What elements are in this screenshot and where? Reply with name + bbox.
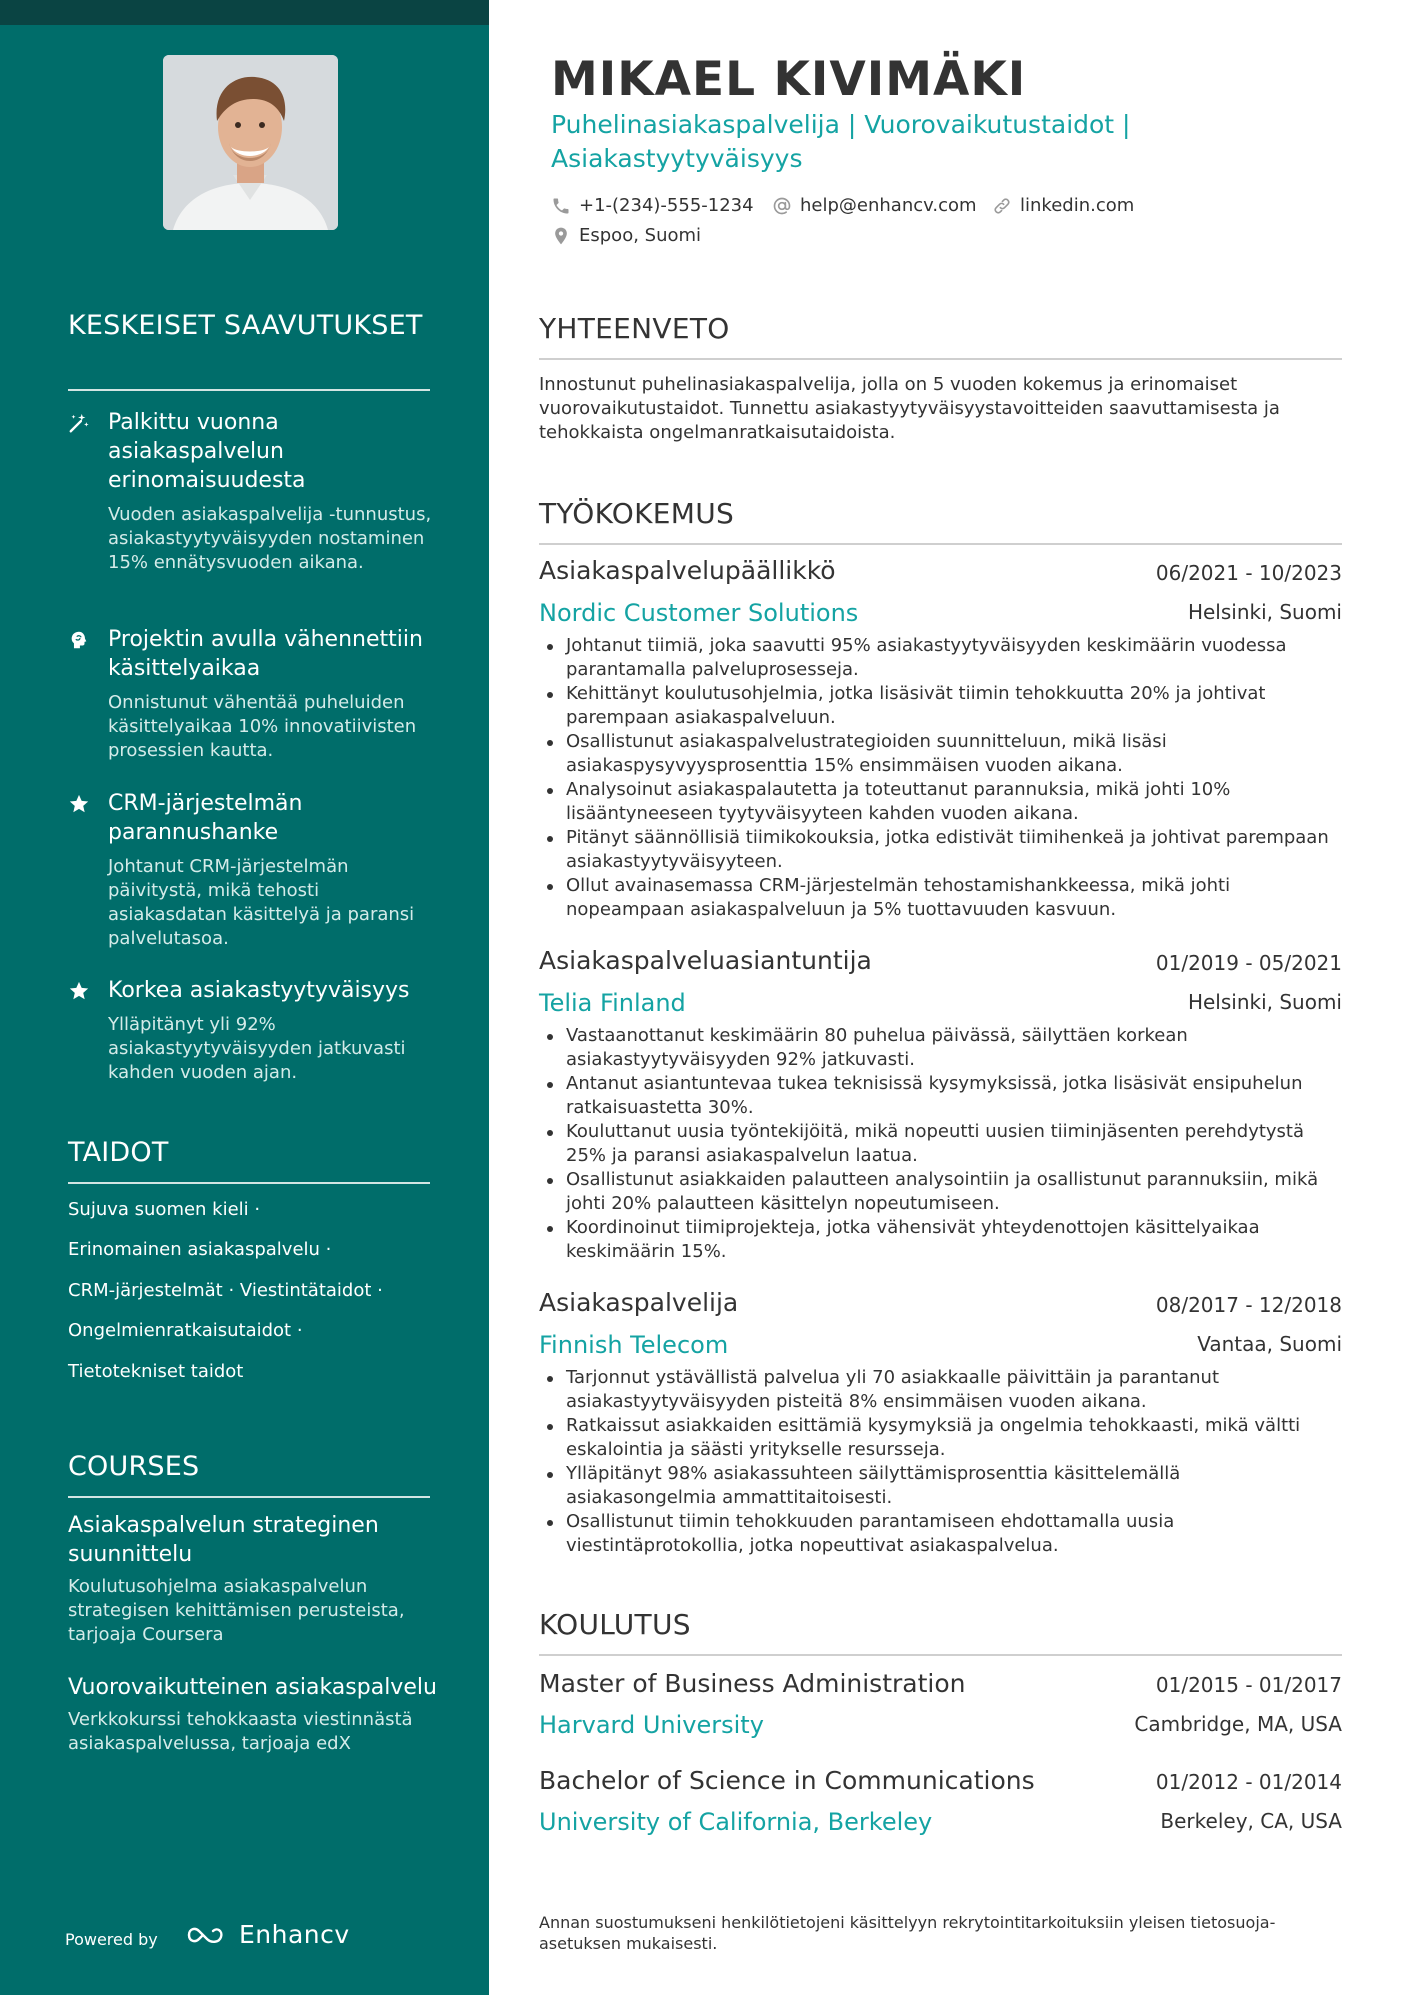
job-dates: 06/2021 - 10/2023 bbox=[1155, 561, 1342, 585]
education-location: Cambridge, MA, USA bbox=[1134, 1712, 1342, 1736]
job-bullet: Pitänyt säännöllisiä tiimikokouksia, jotka edistivät tiimihenkeä ja johtivat parempaan asiakastyytyväisyyteen. bbox=[539, 826, 1329, 874]
contact-location bbox=[551, 224, 701, 248]
skills-section-title: TAIDOT bbox=[68, 1137, 169, 1168]
location-pin-icon bbox=[551, 226, 571, 246]
magic-wand-icon bbox=[68, 412, 90, 434]
job-bullet: Koordinoinut tiimiprojekteja, jotka vähensivät yhteydenottojen käsittelyaikaa keskimäärin 15%. bbox=[539, 1216, 1329, 1264]
job-dates: 08/2017 - 12/2018 bbox=[1155, 1293, 1342, 1317]
brand-name: Enhancv bbox=[239, 1920, 350, 1949]
job-company[interactable]: Telia Finland bbox=[539, 989, 686, 1017]
education-dates: 01/2012 - 01/2014 bbox=[1155, 1770, 1342, 1794]
course-description: Verkkokurssi tehokkaasta viestinnästä asiakaspalvelussa, tarjoaja edX bbox=[68, 1709, 413, 1754]
course-title: Asiakaspalvelun strateginen suunnittelu bbox=[68, 1513, 379, 1567]
phone-icon bbox=[551, 196, 571, 216]
at-sign-icon bbox=[772, 196, 792, 216]
job-title: Asiakaspalvelupäällikkö bbox=[539, 556, 836, 585]
job-bullets bbox=[539, 634, 1329, 922]
achievement-description: Onnistunut vähentää puheluiden käsittelyaikaa 10% innovatiivisten prosessien kautta. bbox=[108, 692, 417, 761]
education-school[interactable]: University of California, Berkeley bbox=[539, 1808, 933, 1836]
star-icon bbox=[68, 980, 90, 1002]
job-bullets bbox=[539, 1024, 1329, 1264]
job-bullet: Analysoinut asiakaspalautetta ja toteuttanut parannuksia, mikä johti 10% lisääntyneeseen tyytyväisyyteen kahden vuoden aikana. bbox=[539, 778, 1329, 826]
candidate-name: MIKAEL KIVIMÄKI bbox=[551, 52, 1027, 107]
profile-photo bbox=[163, 55, 338, 230]
job-title: Asiakaspalveluasiantuntija bbox=[539, 946, 872, 975]
achievement-title: Projektin avulla vähennettiin käsittelyaikaa bbox=[108, 627, 423, 681]
summary-section-title: YHTEENVETO bbox=[539, 312, 730, 345]
powered-by-label: Powered by bbox=[65, 1930, 158, 1949]
job-bullet: Tarjonnut ystävällistä palvelua yli 70 asiakkaalle päivittäin ja parantanut asiakastyytyväisyyden pisteitä 8% ensimmäisen vuoden aikana. bbox=[539, 1366, 1329, 1414]
job-location: Vantaa, Suomi bbox=[1197, 1332, 1342, 1356]
achievements-section-title: KESKEISET SAAVUTUKSET bbox=[68, 310, 423, 341]
experience-section-title: TYÖKOKEMUS bbox=[539, 497, 735, 530]
job-bullet: Kouluttanut uusia työntekijöitä, mikä nopeutti uusien tiiminjäsenten perehdytystä 25% ja paransi asiakaspalvelun laatua. bbox=[539, 1120, 1329, 1168]
achievement-title: CRM-järjestelmän parannushanke bbox=[108, 791, 303, 845]
profile-photo-illustration bbox=[163, 55, 338, 230]
achievement-item bbox=[68, 976, 438, 1085]
courses-section-title: COURSES bbox=[68, 1451, 200, 1482]
experience-divider bbox=[539, 543, 1342, 545]
job-bullet: Ollut avainasemassa CRM-järjestelmän tehostamishankkeessa, mikä johti nopeampaan asiakaspalveluun ja 5% tuottavuuden kasvuun. bbox=[539, 874, 1329, 922]
job-company[interactable]: Nordic Customer Solutions bbox=[539, 599, 859, 627]
email-text: help@enhancv.com bbox=[800, 195, 977, 216]
enhancv-logo-icon bbox=[185, 1923, 229, 1947]
job-location: Helsinki, Suomi bbox=[1187, 600, 1342, 624]
job-bullet: Osallistunut tiimin tehokkuuden parantamiseen ehdottamalla uusia viestintäprotokollia, jotka nopeuttivat asiakaspalvelua. bbox=[539, 1510, 1329, 1558]
consent-note: Annan suostumukseni henkilötietojeni käsittelyyn rekrytointitarkoituksiin yleisen tietosuoja-asetuksen mukaisesti. bbox=[539, 1913, 1276, 1953]
achievement-title: Korkea asiakastyytyväisyys bbox=[108, 978, 410, 1003]
contact-email[interactable] bbox=[772, 194, 977, 218]
job-bullet: Kehittänyt koulutusohjelmia, jotka lisäsivät tiimin tehokkuutta 20% ja johtivat parempaan asiakaspalveluun. bbox=[539, 682, 1329, 730]
job-bullet: Antanut asiantuntevaa tukea teknisissä kysymyksissä, jotka lisäsivät ensipuhelun ratkaisuastetta 30%. bbox=[539, 1072, 1329, 1120]
sidebar bbox=[0, 0, 489, 1995]
skill-item: Sujuva suomen kieli · bbox=[68, 1199, 261, 1220]
achievement-title: Palkittu vuonna asiakaspalvelun erinomaisuudesta bbox=[108, 410, 306, 493]
job-bullets bbox=[539, 1366, 1329, 1558]
education-degree: Bachelor of Science in Communications bbox=[539, 1766, 1035, 1795]
achievement-item bbox=[68, 789, 438, 951]
education-degree: Master of Business Administration bbox=[539, 1669, 966, 1698]
location-text: Espoo, Suomi bbox=[579, 225, 702, 246]
achievement-item bbox=[68, 408, 438, 575]
linkedin-text: linkedin.com bbox=[1020, 195, 1135, 216]
course-description: Koulutusohjelma asiakaspalvelun strategisen kehittämisen perusteista, tarjoaja Coursera bbox=[68, 1576, 405, 1645]
achievement-description: Ylläpitänyt yli 92% asiakastyytyväisyyden jatkuvasti kahden vuoden ajan. bbox=[108, 1014, 406, 1083]
job-bullet: Ratkaissut asiakkaiden esittämiä kysymyksiä ja ongelmia tehokkaasti, mikä vältti eskalointia ja säästi yritykselle resursseja. bbox=[539, 1414, 1329, 1462]
skills-divider bbox=[68, 1182, 430, 1184]
skill-item: Ongelmienratkaisutaidot · bbox=[68, 1320, 303, 1341]
education-divider bbox=[539, 1654, 1342, 1656]
course-item bbox=[68, 1673, 438, 1756]
job-dates: 01/2019 - 05/2021 bbox=[1155, 951, 1342, 975]
brain-icon bbox=[68, 629, 90, 651]
contact-phone[interactable] bbox=[551, 194, 754, 218]
skill-item: Tietotekniset taidot bbox=[68, 1361, 244, 1382]
job-company[interactable]: Finnish Telecom bbox=[539, 1331, 729, 1359]
courses-divider bbox=[68, 1496, 430, 1498]
brand-logo[interactable] bbox=[185, 1920, 350, 1949]
contact-linkedin[interactable] bbox=[992, 194, 1134, 218]
link-icon bbox=[992, 196, 1012, 216]
star-icon bbox=[68, 793, 90, 815]
job-bullet: Osallistunut asiakaspalvelustrategioiden suunnitteluun, mikä lisäsi asiakaspysyvyysprosenttia 15% ensimmäisen vuoden aikana. bbox=[539, 730, 1329, 778]
achievement-description: Vuoden asiakaspalvelija -tunnustus, asiakastyytyväisyyden nostaminen 15% ennätysvuoden aikana. bbox=[108, 504, 432, 573]
phone-text: +1-(234)-555-1234 bbox=[579, 195, 754, 216]
job-bullet: Ylläpitänyt 98% asiakassuhteen säilyttämisprosenttia käsittelemällä asiakasongelmia ammattitaitoisesti. bbox=[539, 1462, 1329, 1510]
job-bullet: Vastaanottanut keskimäärin 80 puhelua päivässä, säilyttäen korkean asiakastyytyväisyyden 92% jatkuvasti. bbox=[539, 1024, 1329, 1072]
summary-divider bbox=[539, 358, 1342, 360]
skill-item: CRM-järjestelmät · Viestintätaidot · bbox=[68, 1280, 383, 1301]
course-item bbox=[68, 1511, 438, 1647]
job-location: Helsinki, Suomi bbox=[1187, 990, 1342, 1014]
education-section-title: KOULUTUS bbox=[539, 1608, 691, 1641]
education-dates: 01/2015 - 01/2017 bbox=[1155, 1673, 1342, 1697]
summary-text: Innostunut puhelinasiakaspalvelija, jolla on 5 vuoden kokemus ja erinomaiset vuorovaikutustaidot. Tunnettu asiakastyytyväisyystavoitteiden saavuttamisesta ja tehokkaista ongelmanratkaisutaidoista. bbox=[539, 374, 1280, 443]
achievement-item bbox=[68, 625, 438, 763]
course-title: Vuorovaikutteinen asiakaspalvelu bbox=[68, 1675, 437, 1700]
job-bullet: Johtanut tiimiä, joka saavutti 95% asiakastyytyväisyyden keskimäärin vuodessa parantamalla palveluprosesseja. bbox=[539, 634, 1329, 682]
achievements-divider bbox=[68, 389, 430, 391]
sidebar-top-bar bbox=[0, 0, 489, 25]
education-location: Berkeley, CA, USA bbox=[1160, 1809, 1342, 1833]
achievement-description: Johtanut CRM-järjestelmän päivitystä, mikä tehosti asiakasdatan käsittelyä ja paransi palvelutasoa. bbox=[108, 856, 415, 949]
skill-item: Erinomainen asiakaspalvelu · bbox=[68, 1239, 332, 1260]
job-title: Asiakaspalvelija bbox=[539, 1288, 739, 1317]
job-bullet: Osallistunut asiakkaiden palautteen analysointiin ja osallistunut parannuksiin, mikä johti 20% palautteen käsittelyn nopeutumiseen. bbox=[539, 1168, 1329, 1216]
education-school[interactable]: Harvard University bbox=[539, 1711, 764, 1739]
candidate-headline: Puhelinasiakaspalvelija | Vuorovaikutustaidot | Asiakastyytyväisyys bbox=[551, 110, 1131, 173]
